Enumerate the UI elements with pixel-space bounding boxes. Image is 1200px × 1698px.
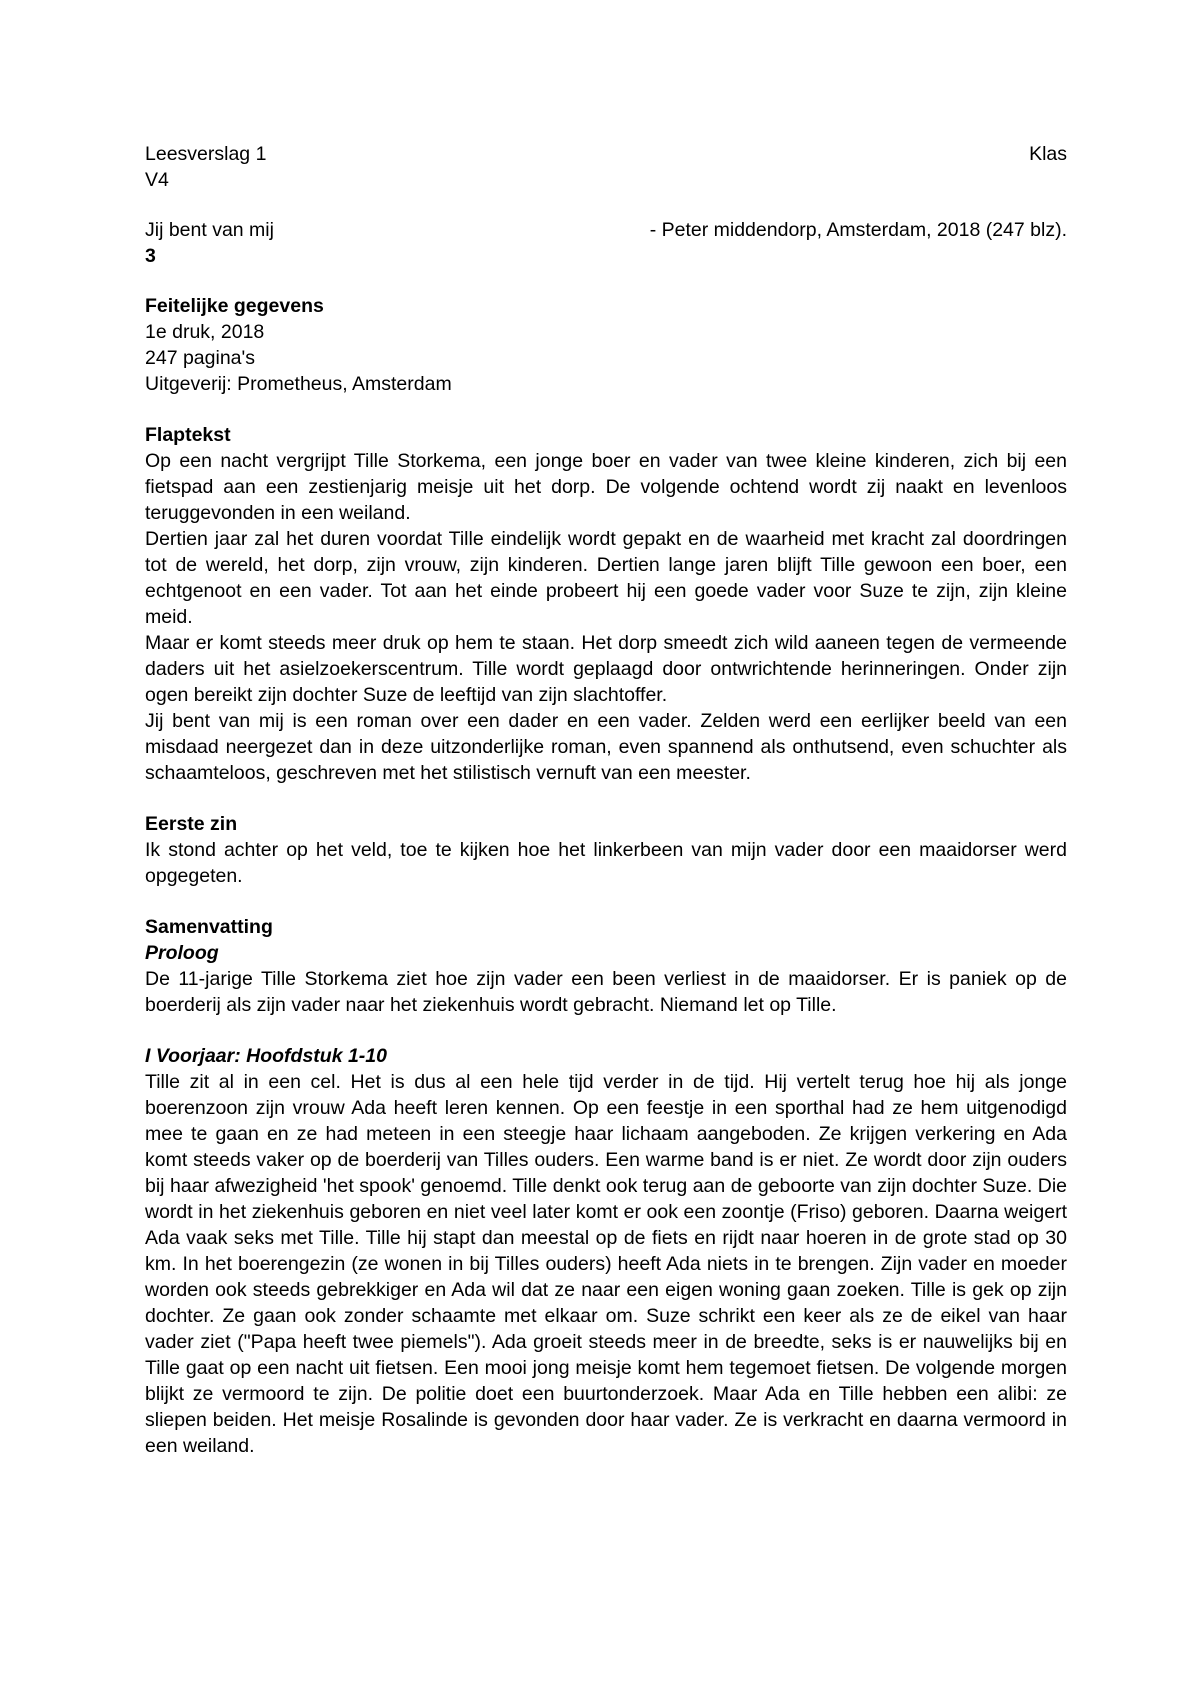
flaptekst-paragraph: Jij bent van mij is een roman over een dader en een vader. Zelden werd een eerlijker beeld van een misdaad neergezet dan in deze uitzonderlijke roman, even spannend als onthutsend, even schuchter als schaamteloos, geschreven met het stilistisch vernuft van een meester. [145, 710, 1067, 784]
flaptekst-paragraph: Op een nacht vergrijpt Tille Storkema, een jonge boer en vader van twee kleine kinderen, zich bij een fietspad aan een zestienjarig meisje uit het dorp. De volgende ochtend wordt zij naakt en levenloos teruggevonden in een weiland. [145, 450, 1067, 524]
flaptekst-paragraph: Maar er komt steeds meer druk op hem te staan. Het dorp smeedt zich wild aaneen tegen de vermeende daders uit het asielzoekerscentrum. Tille wordt geplaagd door ontwrichtende herinneringen. Onder zijn ogen bereikt zijn dochter Suze de leeftijd van zijn slachtoffer. [145, 632, 1067, 706]
class-label: Klas [1029, 143, 1067, 165]
facts-item-publisher: Uitgeverij: Prometheus, Amsterdam [145, 373, 452, 395]
report-title: Leesverslag 1 [145, 143, 267, 165]
flaptekst-paragraph: Dertien jaar zal het duren voordat Tille eindelijk wordt gepakt en de waarheid met kracht zal doordringen tot de wereld, het dorp, zijn vrouw, zijn kinderen. Dertien lange jaren blijft Tille gewoon een boer, een echtgenoot en een vader. Tot aan het einde probeert hij een goede vader voor Suze te zijn, zijn kleine meid. [145, 528, 1067, 628]
spacer [145, 193, 1067, 217]
book-row [145, 217, 1067, 243]
spacer [145, 397, 1067, 422]
book-title: Jij bent van mij [145, 219, 274, 241]
eerste-zin-text: Ik stond achter op het veld, toe te kijken hoe het linkerbeen van mijn vader door een maaidorser werd opgegeten. [145, 839, 1067, 887]
spacer [145, 889, 1067, 914]
header-row [145, 141, 1067, 167]
spacer [145, 269, 1067, 293]
proloog-heading: Proloog [145, 942, 219, 964]
facts-heading: Feitelijke gegevens [145, 295, 324, 317]
eerste-zin-heading: Eerste zin [145, 813, 238, 835]
facts-item-edition: 1e druk, 2018 [145, 321, 265, 343]
document-page [145, 141, 1067, 1459]
part1-heading: I Voorjaar: Hoofdstuk 1-10 [145, 1045, 387, 1067]
book-grade: 3 [145, 245, 156, 267]
flaptekst-heading: Flaptekst [145, 424, 231, 446]
spacer [145, 786, 1067, 811]
class-value: V4 [145, 169, 169, 191]
book-citation: - Peter middendorp, Amsterdam, 2018 (247 blz). [649, 219, 1067, 241]
proloog-text: De 11-jarige Tille Storkema ziet hoe zijn vader een been verliest in de maaidorser. Er is paniek op de boerderij als zijn vader naar het ziekenhuis wordt gebracht. Niemand let op Tille. [145, 968, 1067, 1016]
spacer [145, 1018, 1067, 1043]
part1-text: Tille zit al in een cel. Het is dus al een hele tijd verder in de tijd. Hij vertelt terug hoe hij als jonge boerenzoon zijn vrouw Ada heeft leren kennen. Op een feestje in een sporthal had ze hem uitgenodigd mee te gaan en ze had meteen in een steegje haar lichaam aangeboden. Ze krijgen verkering en Ada komt steeds vaker op de boerderij van Tilles ouders. Een warme band is er niet. Ze wordt door zijn ouders bij haar afwezigheid 'het spook' genoemd. Tille denkt ook terug aan de geboorte van zijn dochter Suze. Die wordt in het ziekenhuis geboren en niet veel later komt er ook een zoontje (Friso) geboren. Daarna weigert Ada vaak seks met Tille. Tille hij stapt dan meestal op de fiets en rijdt naar hoeren in de grote stad op 30 km. In het boerengezin (ze wonen in bij Tilles ouders) heeft Ada niets in te brengen. Zijn vader en moeder worden ook steeds gebrekkiger en Ada wil dat ze naar een eigen woning gaan zoeken. Tille is gek op zijn dochter. Ze gaan ook zonder schaamte met elkaar om. Suze schrikt een keer als ze de eikel van haar vader ziet ("Papa heeft twee piemels"). Ada groeit steeds meer in de breedte, seks is er nauwelijks bij en Tille gaat op een nacht uit fietsen. Een mooi jong meisje komt hem tegemoet fietsen. De volgende morgen blijkt ze vermoord te zijn. De politie doet een buurtonderzoek. Maar Ada en Tille hebben een alibi: ze sliepen beiden. Het meisje Rosalinde is gevonden door haar vader. Ze is verkracht en daarna vermoord in een weiland. [145, 1071, 1067, 1457]
facts-item-pages: 247 pagina's [145, 347, 255, 369]
samenvatting-heading: Samenvatting [145, 916, 273, 938]
